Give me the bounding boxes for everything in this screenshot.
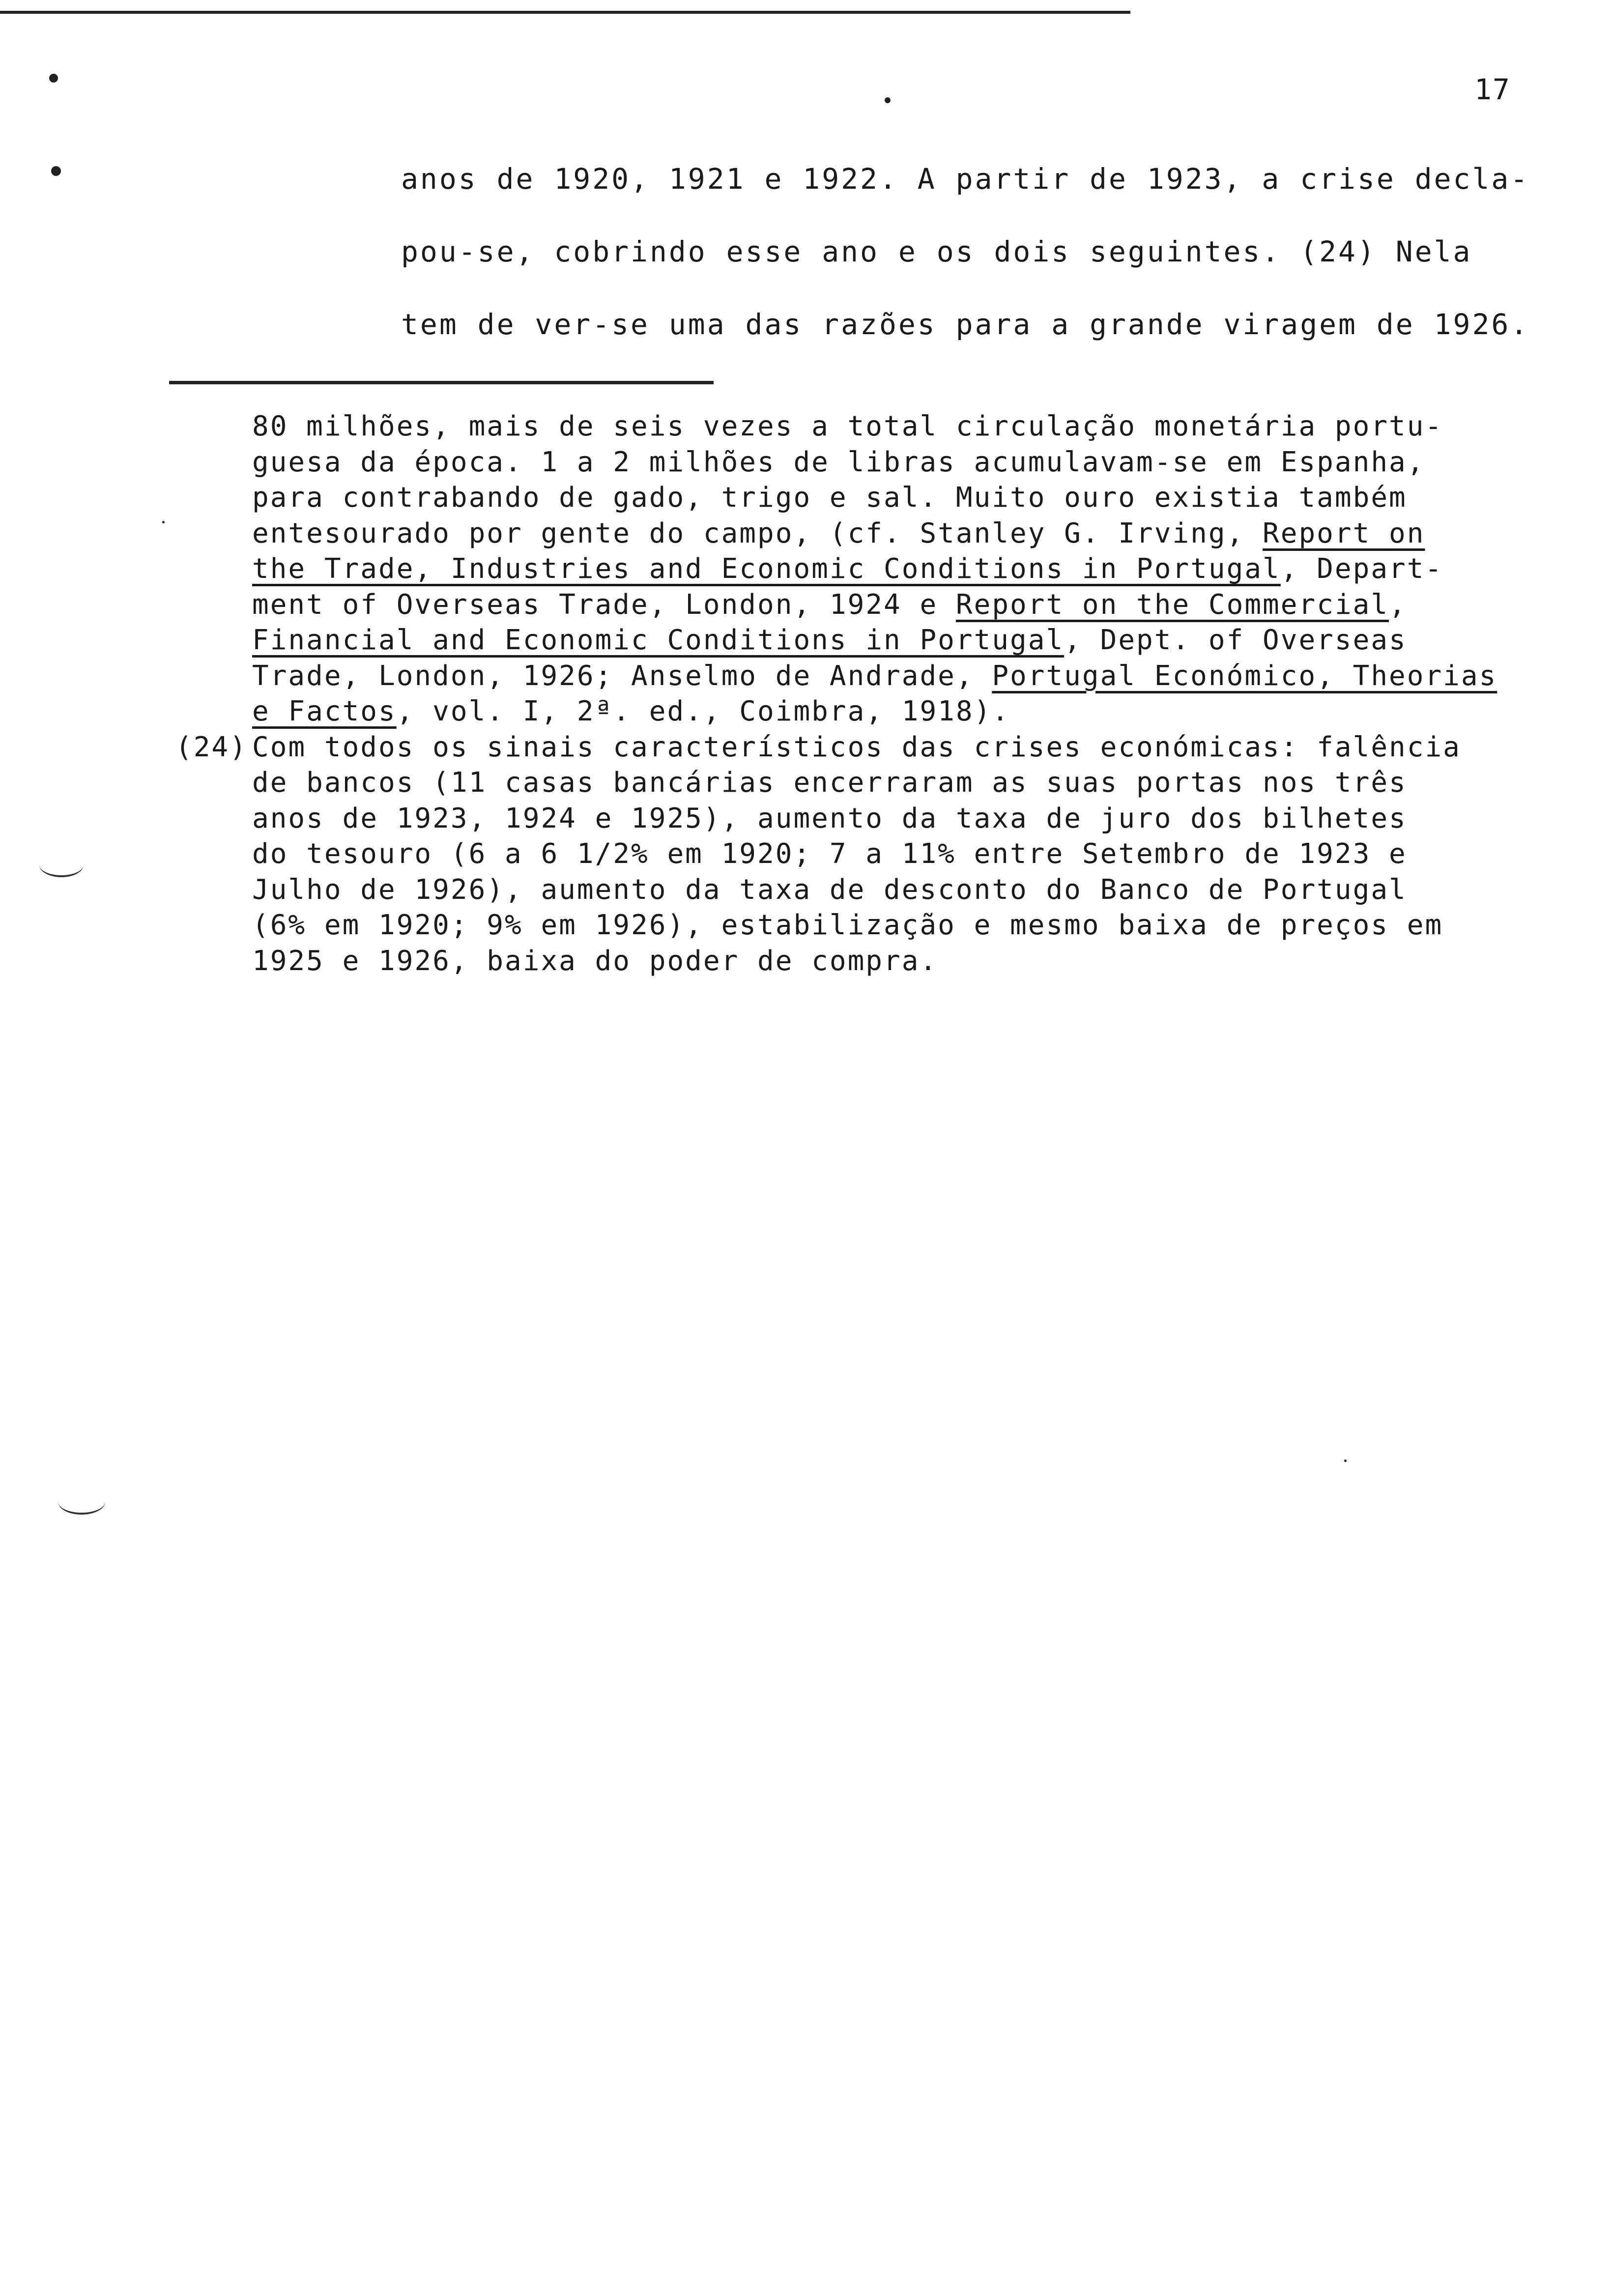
footnote-text: , Dept. of Overseas <box>1064 624 1407 656</box>
punch-hole-mark <box>39 853 84 877</box>
footnote-text: para contrabando de gado, trigo e sal. Muito ouro existia também <box>252 482 1407 514</box>
footnote-text: guesa da época. 1 a 2 milhões de libras acumulavam-se em Espanha, <box>252 446 1425 478</box>
cited-title: e Factos <box>252 695 397 727</box>
punch-hole-mark <box>58 1489 105 1515</box>
cited-title: Financial and Economic Conditions in Portugal <box>252 624 1065 656</box>
page-number: 17 <box>1474 73 1511 106</box>
scan-mark <box>51 166 61 176</box>
scan-speck <box>162 521 165 523</box>
cited-title: Report on the Commercial <box>955 588 1389 621</box>
footnote-line <box>170 694 1595 730</box>
footnote-text: , vol. I, 2ª. ed., Coimbra, 1918). <box>396 695 1010 727</box>
footnote-line <box>170 872 1595 908</box>
footnote-text: , Depart- <box>1280 553 1443 585</box>
scan-mark <box>885 97 891 103</box>
footnote-text: de bancos (11 casas bancárias encerraram as suas portas nos três <box>252 767 1407 799</box>
footnote-text: 80 milhões, mais de seis vezes a total circulação monetária portu- <box>252 410 1443 442</box>
footnote-line <box>170 516 1595 552</box>
footnote-text: anos de 1923, 1924 e 1925), aumento da taxa de juro dos bilhetes <box>252 802 1407 834</box>
footnote-line <box>170 659 1595 694</box>
footnote-line <box>170 480 1595 516</box>
footnote-text: , <box>1389 588 1407 621</box>
scan-mark <box>49 74 58 83</box>
footnote-line <box>170 551 1595 587</box>
cited-title: Portugal Económico, Theorias <box>992 660 1497 692</box>
footnote-text: entesourado por gente do campo, (cf. Stanley G. Irving, <box>252 517 1263 549</box>
footnote-text: Trade, London, 1926; Anselmo de Andrade, <box>252 660 992 692</box>
scan-speck <box>1344 1460 1347 1462</box>
footnote-text: 1925 e 1926, baixa do poder de compra. <box>252 945 938 977</box>
footnote-line <box>170 445 1595 481</box>
body-paragraph <box>401 143 1541 361</box>
footnote-separator <box>169 381 714 384</box>
body-line: pou-se, cobrindo esse ano e os dois seguintes. (24) Nela <box>401 235 1472 268</box>
body-line: anos de 1920, 1921 e 1922. A partir de 1923, a crise decla- <box>401 162 1530 196</box>
footnote-line <box>170 836 1595 872</box>
footnote-text: (6% em 1920; 9% em 1926), estabilização e mesmo baixa de preços em <box>252 909 1443 941</box>
footnote-line <box>170 908 1595 944</box>
cited-title: Report on <box>1263 517 1425 549</box>
footnotes <box>170 409 1595 979</box>
footnote-line <box>170 944 1595 979</box>
footnote-text: Julho de 1926), aumento da taxa de desconto do Banco de Portugal <box>252 873 1407 906</box>
footnote-line <box>170 801 1595 837</box>
footnote-line <box>170 730 1595 766</box>
footnote-line <box>170 765 1595 801</box>
top-rule <box>0 11 1130 14</box>
footnote-line <box>170 587 1595 623</box>
body-line: tem de ver-se uma das razões para a grande viragem de 1926. <box>401 308 1530 341</box>
cited-title: the Trade, Industries and Economic Conditions in Portugal <box>252 553 1281 585</box>
footnote-text: ment of Overseas Trade, London, 1924 e <box>252 588 956 621</box>
footnote-text: do tesouro (6 a 6 1/2% em 1920; 7 a 11% entre Setembro de 1923 e <box>252 838 1407 870</box>
footnote-line <box>170 623 1595 659</box>
footnote-marker: (24) <box>175 731 248 763</box>
footnote-line <box>170 409 1595 445</box>
footnote-text: Com todos os sinais característicos das crises económicas: falência <box>252 731 1461 763</box>
